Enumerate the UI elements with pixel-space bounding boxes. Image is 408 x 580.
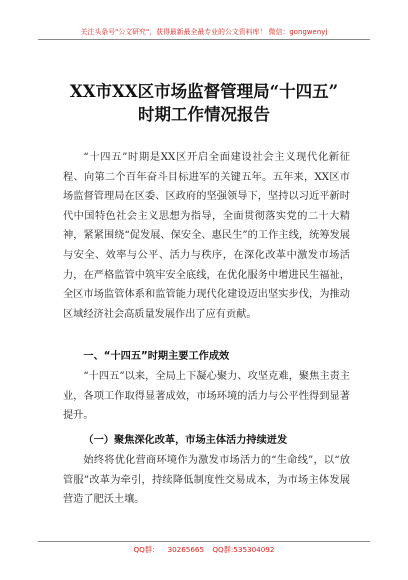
title-line-2: 时期工作情况报告 — [138, 105, 270, 124]
footer-qq-2: QQ群:535304092 — [212, 545, 275, 554]
header-promo-note: 关注头条号"公文研究"，获得最新最全最专业的公文资料库！ 微信：gongwenyj — [80, 28, 328, 36]
footer-divider — [38, 541, 370, 542]
section-heading-1: 一、“十四五”时期主要工作成效 — [83, 351, 230, 362]
footer-contact — [0, 545, 408, 555]
footer-qq-1: QQ群： 30265665 — [133, 545, 205, 554]
section-1-paragraph: “十四五”以来，全局上下凝心聚力、攻坚克难，聚焦主责主业，各项工作取得显著成效，市场环境的活力与公平性得到显著提升。 — [63, 371, 350, 422]
subsection-1-1-paragraph: 始终将优化营商环境作为激发市场活力的“生命线”，以“放管服”改革为牵引，持续降低制度性交易成本，为市场主体发展营造了肥沃土壤。 — [63, 455, 350, 506]
document-title — [0, 80, 408, 126]
intro-paragraph: “十四五”时期是XX区开启全面建设社会主义现代化新征程、向第二个百年奋斗目标进军的关键五年。五年来，XX区市场监督管理局在区委、区政府的坚强领导下，坚持以习近平新时代中国特色社会主义思想为指导，全面贯彻落实党的二十大精神，紧紧围绕“促发展、保安全、惠民生”的工作主线，统筹发展与安全、效率与公平、活力与秩序，在深化改革中激发市场活力，在严格监管中筑牢安全底线，在优化服务中增进民生福祉，全区市场监管体系和监管能力现代化建设迈出坚实步伐，为推动区域经济社会高质量发展作出了应有贡献。 — [63, 152, 350, 320]
header-divider — [38, 39, 370, 40]
subsection-heading-1-1: （一）聚焦深化改革，市场主体活力持续迸发 — [83, 434, 288, 446]
title-line-1: XX市XX区市场监督管理局“十四五” — [69, 82, 339, 101]
